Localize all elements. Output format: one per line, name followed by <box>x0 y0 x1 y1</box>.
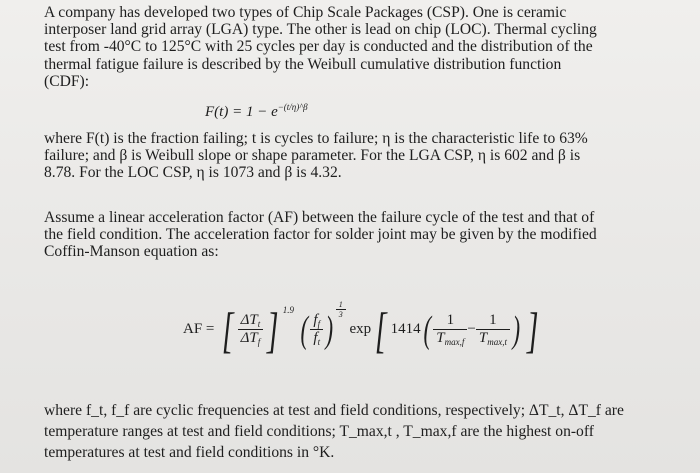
minus-sign: − <box>467 321 476 337</box>
frequency-exponent: $\frac{1}{3}$ <box>336 300 346 319</box>
cdf-exponent: −(t/η)^β <box>277 102 308 112</box>
where-paragraph-1 <box>44 130 664 182</box>
exp-function: exp <box>349 321 372 337</box>
coefficient: 1414 <box>390 321 421 337</box>
weibull-cdf-equation <box>205 102 308 121</box>
af-lhs: AF = <box>183 321 215 337</box>
intro-line-5: (CDF): <box>44 72 90 90</box>
intro-line-4: thermal fatigue failure is described by the Weibull cumulative distribution function <box>44 55 562 73</box>
where1-line-1: where F(t) is the fraction failing; t is cycles to failure; η is the characteristic life to 63% <box>44 130 588 147</box>
where2-line-3: temperatures at test and field conditions in °K. <box>44 444 335 462</box>
cdf-lhs: F(t) = 1 − e <box>205 104 278 120</box>
where2-line-2: temperature ranges at test and field conditions; T_max,t , T_max,f are the highest on-off <box>44 423 594 441</box>
intro-line-1: A company has developed two types of Chip Scale Packages (CSP). One is ceramic <box>44 4 567 21</box>
frequency-fraction: $\frac{f_f}{f_t}$ <box>310 312 323 347</box>
where1-line-3: 8.78. For the LOC CSP, η is 1073 and β is 4.32. <box>44 164 342 182</box>
assume-line-3: Coffin-Manson equation as: <box>44 243 219 261</box>
delta-t-fraction: $\frac{\Delta T_t}{\Delta T_f}$ <box>238 312 264 347</box>
delta-t-exponent: 1.9 <box>282 305 294 315</box>
where1-line-2: failure; and β is Weibull slope or shape parameter. For the LGA CSP, η is 602 and β is <box>44 147 581 165</box>
coffin-manson-equation: AF = [ $\frac{\Delta T_t}{\Delta T_f}$ ] $^{1.9}$ ( $\frac{f_f}{f_t}$ ) $\frac{1}{3}$ exp[ 1414( $\frac{1}{T_{max,f}}$ − $\frac{1}{T_{max,t}}$ ) ] <box>183 300 539 358</box>
where-paragraph-2 <box>44 402 664 462</box>
assume-line-1: Assume a linear acceleration factor (AF) between the failure cycle of the test and that of <box>44 209 595 226</box>
assume-paragraph <box>44 209 664 261</box>
assume-line-2: the field condition. The acceleration factor for solder joint may be given by the modified <box>44 226 597 244</box>
test-temp-fraction: $\frac{1}{T_{max,t}}$ <box>476 312 510 347</box>
intro-line-3: test from -40°C to 125°C with 25 cycles per day is conducted and the distribution of the <box>44 38 593 56</box>
field-temp-fraction: $\frac{1}{T_{max,f}}$ <box>433 312 467 347</box>
intro-paragraph <box>44 4 664 90</box>
where2-line-1: where f_t, f_f are cyclic frequencies at test and field conditions, respectively; ΔT_t, ΔT_f are <box>44 402 624 419</box>
intro-line-2: interposer land grid array (LGA) type. The other is lead on chip (LOC). Thermal cycling <box>44 21 597 39</box>
